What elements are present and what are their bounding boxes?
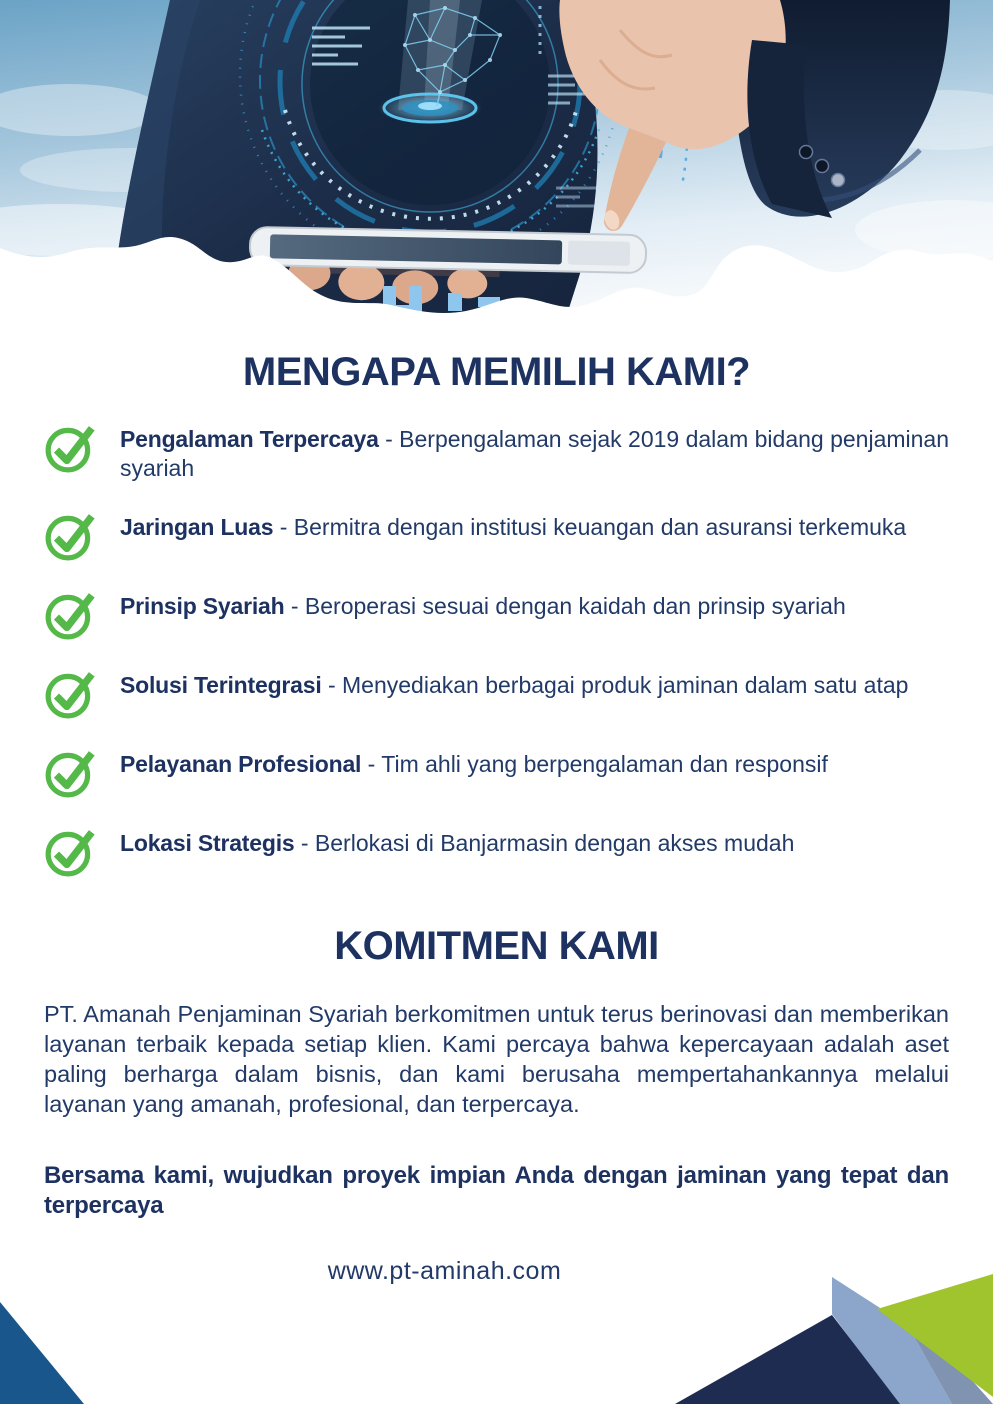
hero-image — [0, 0, 993, 330]
list-item — [44, 750, 949, 799]
list-item-text — [120, 513, 906, 542]
page-title: MENGAPA MEMILIH KAMI? — [242, 350, 751, 394]
check-circle-icon — [44, 666, 98, 720]
list-item-text — [120, 829, 794, 858]
list-item-text — [120, 592, 846, 621]
list-item — [44, 425, 949, 483]
website-url: www.pt-aminah.com — [327, 1257, 562, 1285]
hero-photo — [0, 0, 993, 330]
list-item-title: Jaringan Luas — [120, 514, 274, 540]
corner-decoration-bottom-right — [650, 1226, 993, 1404]
list-item — [44, 829, 949, 878]
list-item-title: Pelayanan Profesional — [120, 751, 362, 777]
check-circle-icon — [44, 824, 98, 878]
check-circle-icon — [44, 508, 98, 562]
list-item-text — [120, 671, 908, 700]
commitment-tagline: Bersama kami, wujudkan proyek impian Anda dengan jaminan yang tepat dan terpercaya — [44, 1162, 949, 1219]
list-item — [44, 671, 949, 720]
list-item-title: Prinsip Syariah — [120, 593, 285, 619]
corner-decoration-bottom-left — [0, 1300, 100, 1404]
check-circle-icon — [44, 587, 98, 641]
list-item-title: Lokasi Strategis — [120, 830, 295, 856]
check-circle-icon — [44, 745, 98, 799]
list-item-desc: - Berlokasi di Banjarmasin dengan akses mudah — [300, 830, 795, 856]
list-item-desc: - Menyediakan berbagai produk jaminan dalam satu atap — [327, 672, 909, 698]
why-us-list — [44, 425, 949, 878]
check-circle-icon — [44, 420, 98, 474]
commitment-paragraph: PT. Amanah Penjaminan Syariah berkomitmen untuk terus berinovasi dan memberikan layanan terbaik kepada setiap klien. Kami percaya bahwa kepercayaan adalah aset paling berharga dalam bisnis, dan kami berusaha mempertahankannya melalui layanan yang amanah, profesional, dan terpercaya. — [44, 1001, 949, 1117]
list-item-desc: - Bermitra dengan institusi keuangan dan asuransi terkemuka — [279, 514, 907, 540]
list-item-desc: - Berpengalaman sejak 2019 dalam bidang penjaminan syariah — [120, 426, 950, 481]
list-item — [44, 592, 949, 641]
list-item-desc: - Tim ahli yang berpengalaman dan responsif — [367, 751, 828, 777]
list-item-title: Solusi Terintegrasi — [120, 672, 322, 698]
list-item-desc: - Beroperasi sesuai dengan kaidah dan prinsip syariah — [290, 593, 846, 619]
section-title-commitment: KOMITMEN KAMI — [334, 924, 659, 968]
content-column — [0, 350, 993, 1286]
list-item-text — [120, 750, 828, 779]
list-item — [44, 513, 949, 562]
list-item-title: Pengalaman Terpercaya — [120, 426, 379, 452]
list-item-text — [120, 425, 949, 483]
blue-triangle — [0, 1302, 84, 1404]
